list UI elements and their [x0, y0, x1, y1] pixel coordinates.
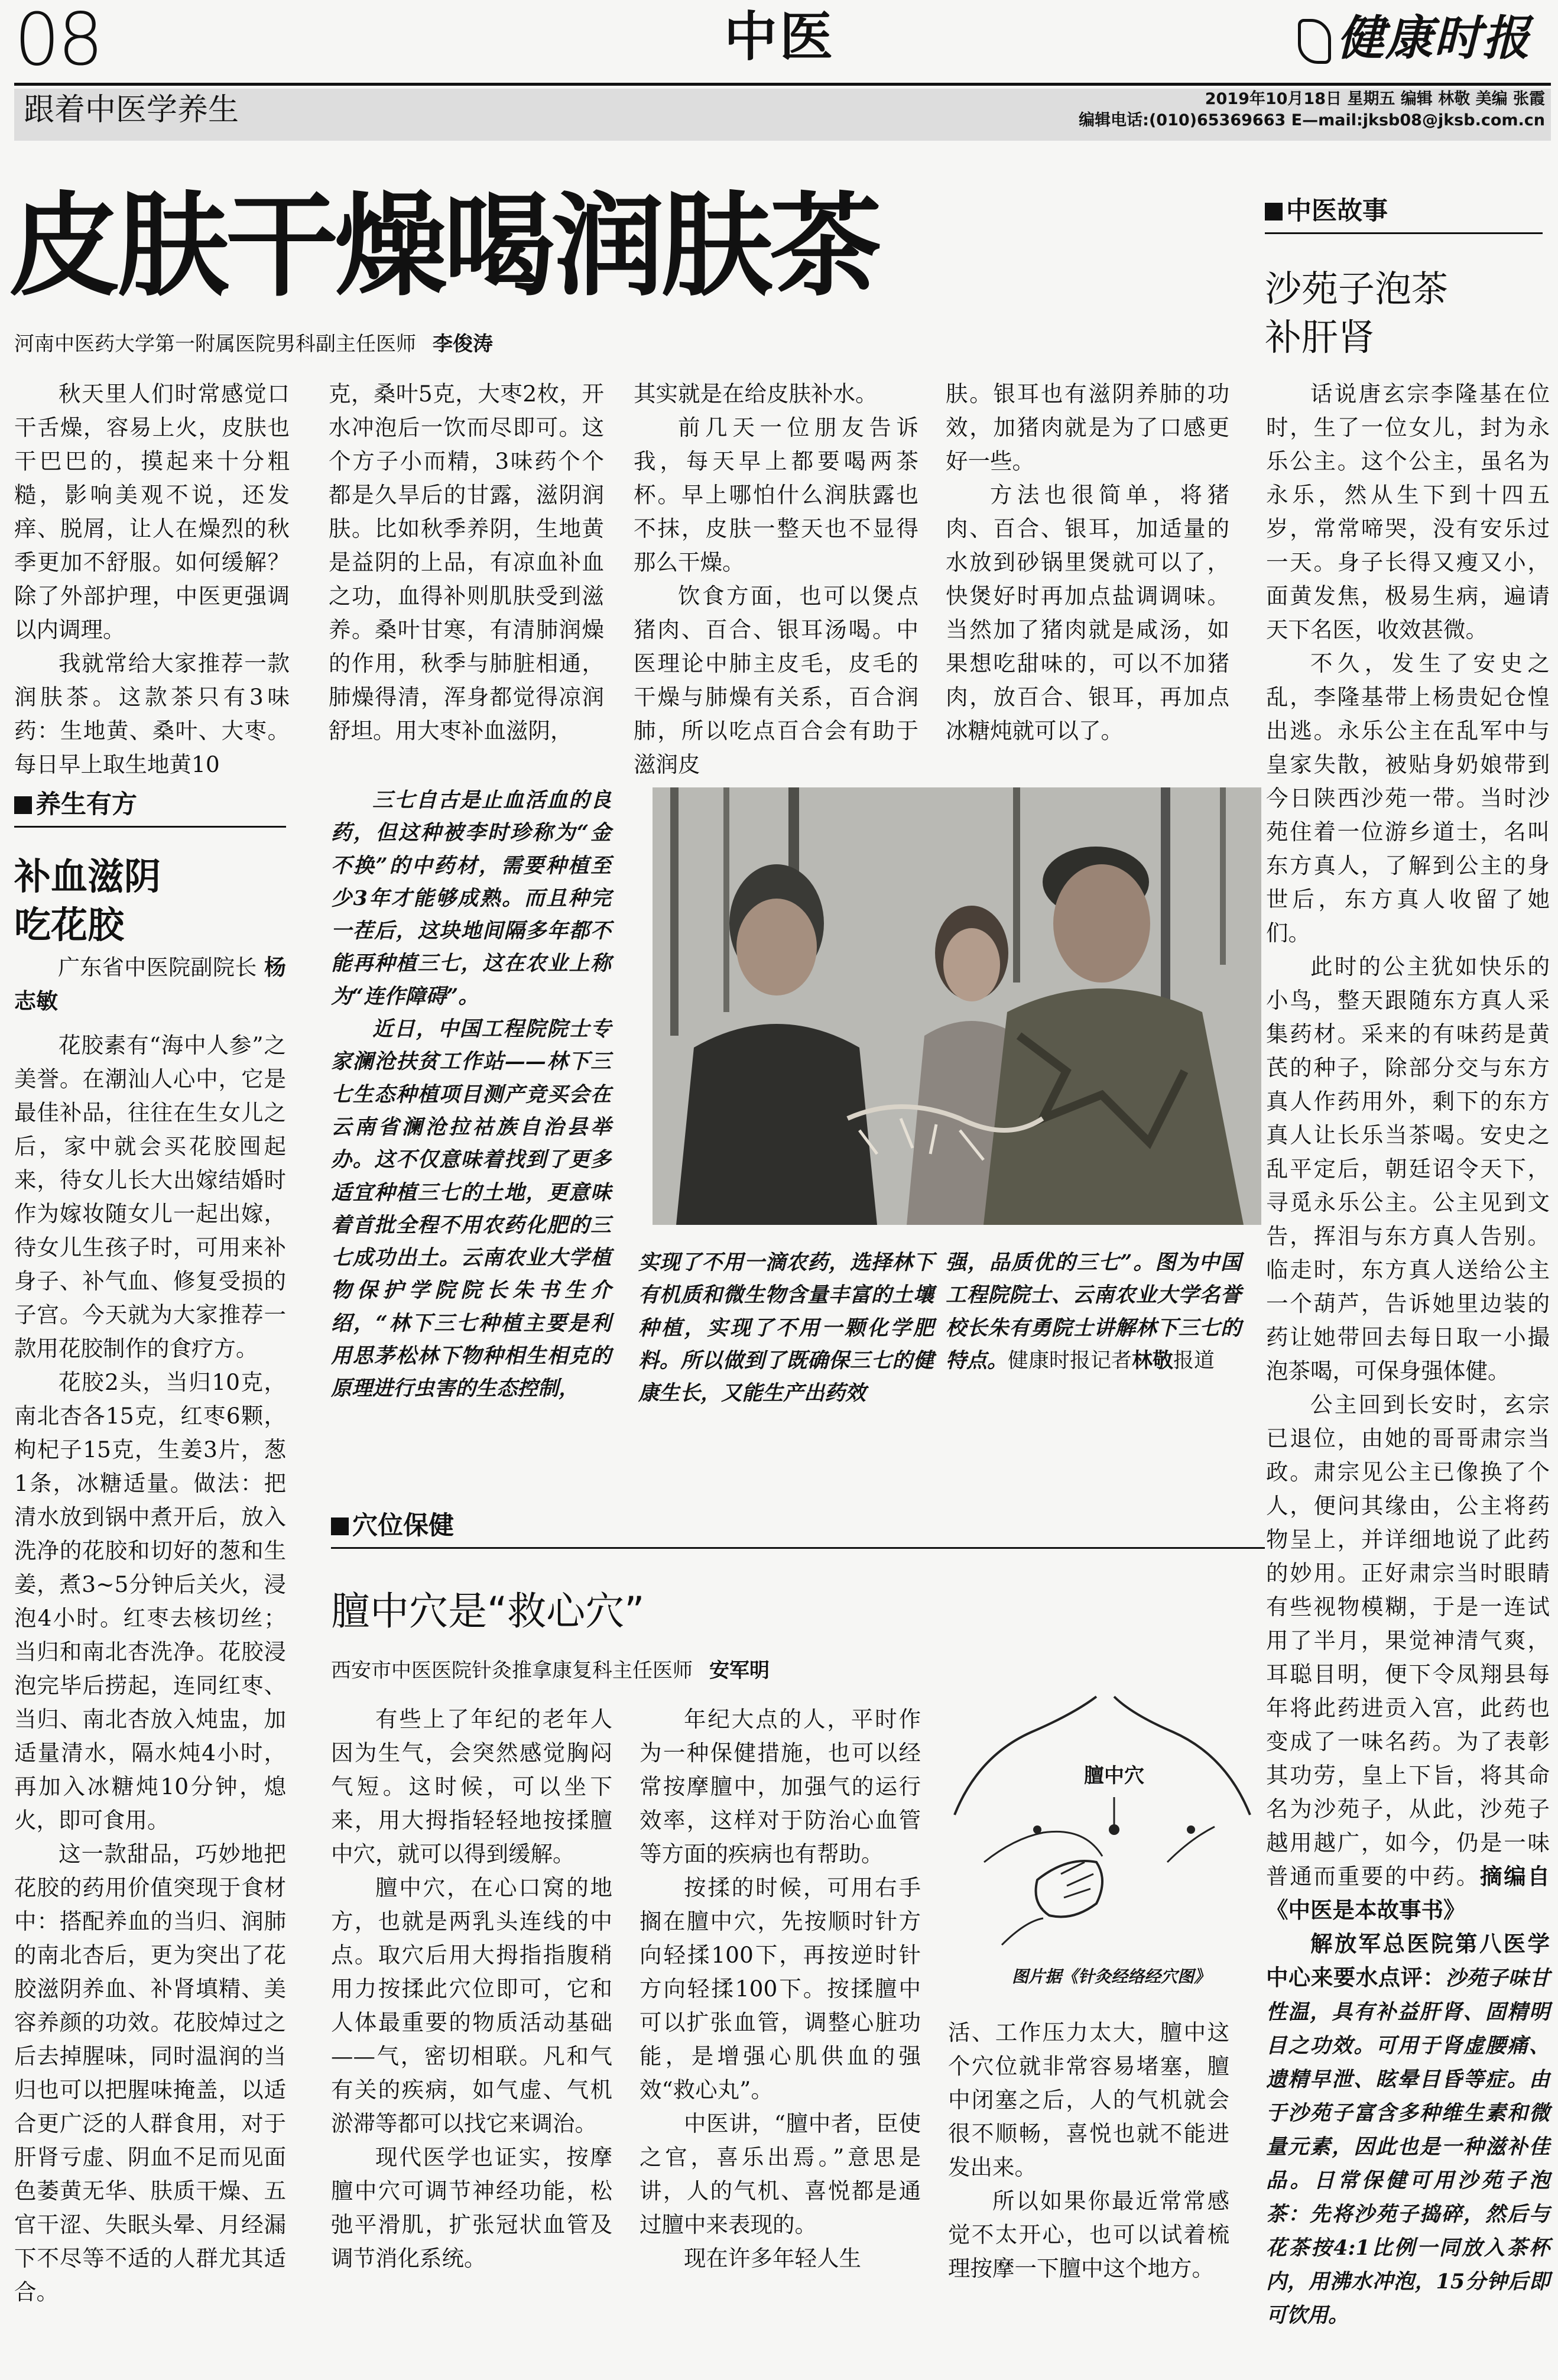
- paragraph: 花胶2头，当归10克，南北杏各15克，红枣6颗，枸杞子15克，生姜3片，葱1条，冰糖适量。做法：把清水放到锅中煮开后，放入洗净的花胶和切好的葱和生姜，煮3~5分钟后关火，浸泡4小时。红枣去核切丝；当归和南北杏洗净。花胶浸泡完毕后捞起，连同红枣、当归、南北杏放入炖盅，加适量清水，隔水炖4小时，再加入冰糖炖10分钟，熄火，即可食用。: [14, 1369, 286, 1833]
- square-bullet-icon: [14, 796, 32, 814]
- paragraph: 前几天一位朋友告诉我，每天早上都要喝两茶杯。早上哪怕什么润肤露也不抹，皮肤一整天也不显得那么干燥。: [634, 414, 918, 575]
- acupoint-label: 膻中穴: [1084, 1764, 1144, 1788]
- byline-author: 杨志敏: [14, 954, 286, 1014]
- header-rule: [14, 83, 1551, 86]
- left-article-body: [14, 1029, 286, 2309]
- expert-comment: [1266, 1927, 1550, 2332]
- news-photo: [653, 787, 1261, 1225]
- paragraph: 饮食方面，也可以煲点猪肉、百合、银耳汤喝。中医理论中肺主皮毛，皮毛的干燥与肺燥有关系，百合润肺，所以吃点百合会有助于滋润皮: [634, 583, 918, 777]
- story-body: [1266, 377, 1550, 2332]
- paragraph: 三七自古是止血活血的良药，但这种被李时珍称为“金不换”的中药材，需要种植至少3年才能够成熟。而且种完一茬后，这块地间隔多年都不能再种植三七，这在农业上称为“连作障碍”。: [331, 788, 611, 1009]
- left-article-byline: 广东省中医院副院长 杨志敏: [14, 954, 286, 1014]
- paragraph: 年纪大点的人，平时作为一种保健措施，也可以经常按摩膻中，加强气的运行效率，这样对于防治心血管等方面的疾病也有帮助。: [640, 1706, 921, 1867]
- column-tagline: 跟着中医学养生: [24, 92, 239, 128]
- main-article-col-4: [946, 377, 1229, 748]
- comment-head: 解放军总医院第八医学中心来要水点评：: [1266, 1931, 1550, 1990]
- logo-text: 健康时报: [1337, 10, 1531, 66]
- paragraph: 花胶素有“海中人参”之美誉。在潮汕人心中，它是最佳补品，往往在生女儿之后，家中就会买花胶囤起来，待女儿长大出嫁结婚时作为嫁妆随女儿一起出嫁，待女儿生孩子时，可用来补身子、补气血、修复受损的子宫。今天就为大家推荐一款用花胶制作的食疗方。: [14, 1032, 286, 1361]
- main-headline: 皮肤干燥喝润肤茶: [8, 181, 879, 312]
- page-number: 08: [14, 0, 102, 82]
- editor-contact: 编辑电话:(010)65369663 E—mail:jksb08@jksb.com.cn: [1079, 111, 1545, 129]
- acupoint-byline: 西安市中医医院针灸推拿康复科主任医师 安军明: [331, 1659, 770, 1682]
- paragraph: 秋天里人们时常感觉口干舌燥，容易上火，皮肤也干巴巴的，摸起来十分粗糙，影响美观不说，还发痒、脱屑，让人在燥烈的秋季更加不舒服。如何缓解？除了外部护理，中医更强调以内调理。: [14, 381, 290, 643]
- section-name: 中医: [724, 6, 835, 68]
- acupoint-figure: [943, 1685, 1262, 1957]
- photo-story-text: [331, 784, 611, 1405]
- figure-caption: 图片据《针灸经络经穴图》: [1011, 1967, 1210, 1986]
- source-book: 《中医是本故事书》: [1266, 1897, 1466, 1923]
- byline-author: 安军明: [709, 1659, 770, 1682]
- paragraph: 近日，中国工程院院士专家澜沧扶贫工作站——林下三七生态种植项目测产竞买会在云南省澜沧拉祜族自治县举办。这不仅意味着找到了更多适宜种植三七的土地，更意味着首批全程不用农药化肥的三七成功出土。云南农业大学植物保护学院院长朱书生介绍，“林下三七种植主要是利用思茅松林下物种相生相克的原理进行虫害的生态控制，: [331, 1017, 611, 1401]
- story-title: 沙苑子泡茶 补肝肾: [1265, 267, 1449, 359]
- paragraph: 中医讲，“膻中者，臣使之官，喜乐出焉。”意思是讲，人的气机、喜悦都是通过膻中来表现的。: [640, 2110, 921, 2238]
- paragraph: 方法也很简单，将猪肉、百合、银耳，加适量的水放到砂锅里煲就可以了，快煲好时再加点盐调调味。当然加了猪肉就是咸汤，如果想吃甜味的，可以不加猪肉，放百合、银耳，再加点冰糖炖就可以了。: [946, 482, 1229, 744]
- main-article-col-3: [634, 377, 918, 782]
- acupoint-col-3: [948, 2016, 1229, 2285]
- photo-illustration: [653, 787, 1261, 1225]
- acupoint-col-1: [331, 1703, 612, 2275]
- photo-story-col-b: 强，品质优的三七”。图为中国工程院院士、云南农业大学名誉校长朱有勇院士讲解林下三七的特点。健康时报记者林敬报道: [946, 1250, 1241, 1373]
- torso-line-drawing: [943, 1685, 1262, 1957]
- main-article-col-1: [14, 377, 290, 782]
- paragraph: 这一款甜品，巧妙地把花胶的药用价值突现于食材中：搭配养血的当归、润肺的南北杏后，更为突出了花胶滋阴养血、补肾填精、美容养颜的功效。花胶焯过之后去掉腥味，同时温润的当归也可以把腥味掩盖，以适合更广泛的人群食用，对于肝肾亏虚、阴血不足而见面色萎黄无华、肤质干燥、五官干涩、失眠头晕、月经漏下不尽等不适的人群尤其适合。: [14, 1841, 286, 2305]
- square-bullet-icon: [1265, 203, 1283, 221]
- paragraph: 公主回到长安时，玄宗已退位，由她的哥哥肃宗当政。肃宗见公主已像换了个人，便问其缘由，公主将药物呈上，并详细地说了此药的妙用。正好肃宗当时眼睛有些视物模糊，于是一连试用了半月，果觉神清气爽，耳聪目明，便下令凤翔县每年将此药进贡入宫，此药也变成了一味名药。为了表彰其功劳，皇上下旨，将其命名为沙苑子，从此，沙苑子越用越广，如今，仍是一味普通而重要的中药。摘编自《中医是本故事书》: [1266, 1392, 1550, 1923]
- paragraph: 膻中穴，在心口窝的地方，也就是两乳头连线的中点。取穴后用大拇指指腹稍用力按揉此穴位即可，它和人体最重要的物质活动基础——气，密切相联。凡和气有关的疾病，如气虚、气机淤滞等都可以找它来调治。: [331, 1875, 612, 2136]
- square-bullet-icon: [331, 1518, 349, 1535]
- paragraph: 不久，发生了安史之乱，李隆基带上杨贵妃仓惶出逃。永乐公主在乱军中与皇家失散，被贴身奶娘带到今日陕西沙苑一带。当时沙苑住着一位游乡道士，名叫东方真人，了解到公主的身世后，东方真人收留了她们。: [1266, 650, 1550, 946]
- newspaper-logo: [1298, 10, 1558, 73]
- paragraph: 现代医学也证实，按摩膻中穴可调节神经功能，松弛平滑肌，扩张冠状血管及调节消化系统。: [331, 2144, 612, 2271]
- paragraph: 我就常给大家推荐一款润肤茶。这款茶只有3味药：生地黄、桑叶、大枣。每日早上取生地黄10: [14, 650, 290, 777]
- byline-org: 河南中医药大学第一附属医院男科副主任医师: [14, 332, 416, 356]
- byline-author: 李俊涛: [433, 332, 493, 356]
- paragraph: 活、工作压力太大，膻中这个穴位就非常容易堵塞，膻中闭塞之后，人的气机就会很不顺畅，喜悦也就不能进发出来。: [948, 2019, 1229, 2180]
- section-label-health: 养生有方: [14, 792, 286, 828]
- comment-body: 沙苑子味甘性温，具有补益肝肾、固精明目之功效。可用于肾虚腰痛、遗精早泄、眩晕目昏等症。由于沙苑子富含多种维生素和微量元素，因此也是一种滋补佳品。日常保健可用沙苑子泡茶：先将沙苑子捣碎，然后与花茶按4:1比例一同放入茶杯内，用沸水冲泡，15分钟后即可饮用。: [1266, 1966, 1550, 2327]
- main-article-col-2: [329, 377, 604, 748]
- section-label-acupoint: 穴位保健: [331, 1513, 1265, 1549]
- paragraph: 克，桑叶5克，大枣2枚，开水冲泡后一饮而尽即可。这个方子小而精，3味药个个都是久旱后的甘露，滋阴润肤。比如秋季养阴，生地黄是益阴的上品，有凉血补血之功，血得补则肌肤受到滋养。桑叶甘寒，有清肺润燥的作用，秋季与肺脏相通，肺燥得清，浑身都觉得凉润舒坦。用大枣补血滋阴，: [329, 381, 604, 744]
- photo-story-col-a: 实现了不用一滴农药，选择林下有机质和微生物含量丰富的土壤种植，实现了不用一颗化学肥料。所以做到了既确保三七的健康生长，又能生产出药效: [638, 1250, 934, 1406]
- reporter-name: 林敬: [1132, 1348, 1174, 1373]
- paragraph: 有些上了年纪的老年人因为生气，会突然感觉胸闷气短。这时候，可以坐下来，用大拇指轻轻地按揉膻中穴，就可以得到缓解。: [331, 1706, 612, 1867]
- paragraph: 肤。银耳也有滋阴养肺的功效，加猪肉就是为了口感更好一些。: [946, 381, 1229, 474]
- paragraph: 此时的公主犹如快乐的小鸟，整天跟随东方真人采集药材。采来的有味药是黄芪的种子，除部分交与东方真人作药用外，剩下的东方真人让长乐当茶喝。安史之乱平定后，朝廷诏令天下，寻觅永乐公主。公主见到文告，挥泪与东方真人告别。临走时，东方真人送给公主一个葫芦，告诉她里边装的药让她带回去每日取一小撮泡茶喝，可保身强体健。: [1266, 954, 1550, 1384]
- section-label-story: 中医故事: [1265, 199, 1543, 234]
- paragraph: 现在许多年轻人生: [684, 2245, 861, 2271]
- logo-mark-icon: [1298, 19, 1331, 64]
- paragraph: 按揉的时候，可用右手搁在膻中穴，先按顺时针方向轻揉100下，再按逆时针方向轻揉100下。按揉膻中可以扩张血管，调整心脏功能，是增强心肌供血的强效“救心丸”。: [640, 1875, 921, 2103]
- acupoint-col-2: [640, 1703, 921, 2275]
- acupoint-title: 膻中穴是“救心穴”: [331, 1588, 645, 1634]
- issue-date-editors: 2019年10月18日 星期五 编辑 林敬 美编 张霞: [1205, 90, 1545, 108]
- paragraph: 所以如果你最近常常感觉不太开心，也可以试着梳理按摩一下膻中这个地方。: [948, 2188, 1229, 2281]
- issue-meta: [1079, 89, 1545, 131]
- source-prefix: 摘编自: [1480, 1863, 1550, 1889]
- paragraph: 话说唐玄宗李隆基在位时，生了一位女儿，封为永乐公主。这个公主，虽名为永乐，然从生下到十四五岁，常常啼哭，没有安乐过一天。身子长得又瘦又小，面黄发焦，极易生病，遍请天下名医，收效甚微。: [1266, 381, 1550, 643]
- left-article-title: 补血滋阴 吃花胶: [14, 855, 161, 946]
- main-byline: [14, 332, 664, 356]
- paragraph: 其实就是在给皮肤补水。: [634, 381, 878, 407]
